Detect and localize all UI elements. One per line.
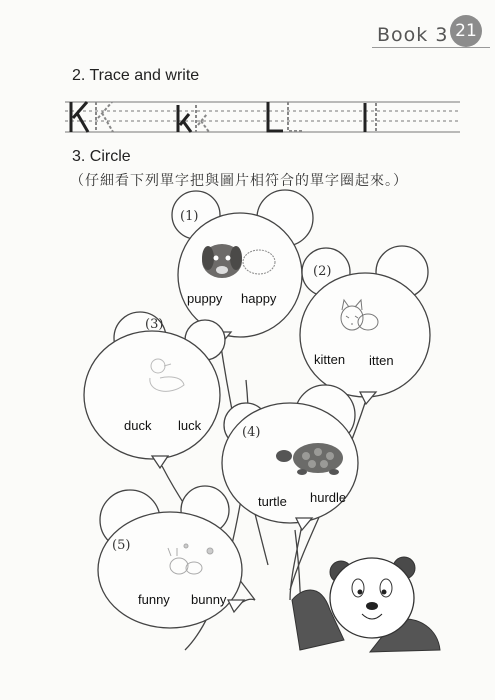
letter-L-solid: [268, 102, 283, 131]
bear-illustration: [292, 557, 440, 652]
trace-section-title: 2. Trace and write: [72, 67, 200, 84]
letter-K-solid: [71, 102, 88, 132]
balloon-1-word-2[interactable]: happy: [241, 291, 277, 306]
balloon-1-word-1[interactable]: puppy: [187, 291, 223, 306]
balloon-5-word-1[interactable]: funny: [138, 592, 170, 607]
balloon-3-word-2[interactable]: luck: [178, 418, 202, 433]
balloon-2-number: (2): [313, 264, 332, 279]
balloon-5-word-2[interactable]: bunny: [191, 592, 227, 607]
balloon-4-word-2[interactable]: hurdle: [310, 490, 347, 505]
page-number-badge: 21: [450, 15, 482, 47]
trace-guide-lines: [65, 102, 460, 132]
balloon-2-word-2[interactable]: itten: [369, 353, 394, 368]
book-label: Book 3: [377, 24, 449, 46]
balloon-2-word-1[interactable]: kitten: [314, 352, 346, 367]
letter-K-trace: [96, 102, 113, 132]
balloon-4-number: (4): [242, 425, 261, 440]
balloon-3-number: (3): [145, 317, 164, 332]
balloon-5-number: (5): [112, 538, 131, 553]
circle-section-title: 3. Circle: [72, 148, 131, 165]
balloon-1-number: (1): [180, 209, 199, 224]
circle-instruction: （仔細看下列單字把與圖片相符合的單字圈起來。）: [70, 173, 408, 189]
letter-k-solid: [178, 105, 191, 132]
letter-k-trace: [196, 105, 209, 132]
letter-L-trace: [288, 102, 302, 131]
balloon-3: [84, 312, 225, 468]
balloon-3-word-1[interactable]: duck: [124, 418, 152, 433]
balloon-4-word-1[interactable]: turtle: [258, 494, 287, 509]
